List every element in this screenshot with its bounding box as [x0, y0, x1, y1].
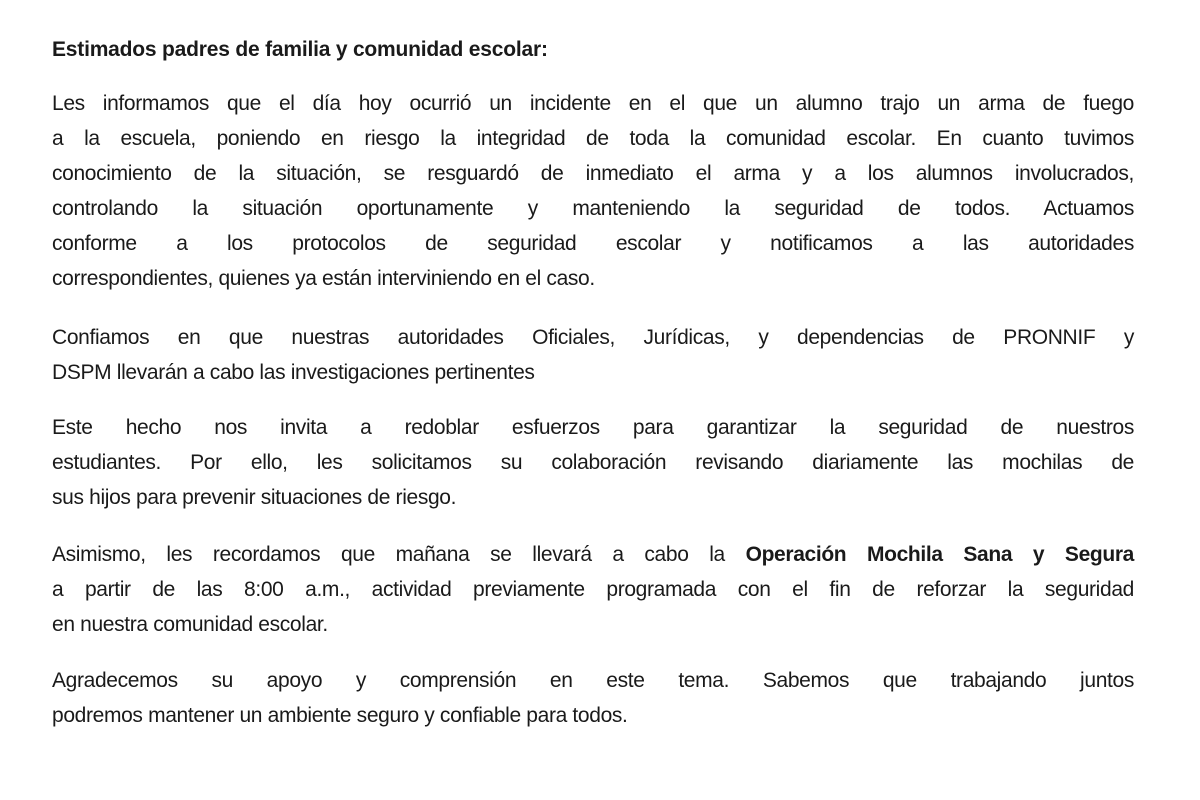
text-line: conocimiento de la situación, se resguardó de inmediato el arma y a los alumnos involucrados, [52, 162, 1134, 185]
text-line: a partir de las 8:00 a.m., actividad previamente programada con el fin de reforzar la seguridad [52, 578, 1134, 601]
text-line: en nuestra comunidad escolar. [52, 613, 328, 636]
paragraph-request [52, 410, 1134, 515]
text-line: Confiamos en que nuestras autoridades Oficiales, Jurídicas, y dependencias de PRONNIF y [52, 326, 1134, 349]
paragraph-authorities [52, 320, 1134, 390]
operation-intro: Asimismo, les recordamos que mañana se llevará a cabo la [52, 543, 746, 566]
text-line: Les informamos que el día hoy ocurrió un incidente en el que un alumno trajo un arma de fuego [52, 92, 1134, 115]
letter-greeting: Estimados padres de familia y comunidad escolar: [52, 38, 548, 61]
paragraph-closing [52, 663, 1134, 733]
text-line: Este hecho nos invita a redoblar esfuerzos para garantizar la seguridad de nuestros [52, 416, 1134, 439]
paragraph-operation [52, 537, 1134, 642]
text-line: correspondientes, quienes ya están interviniendo en el caso. [52, 267, 595, 290]
text-line: sus hijos para prevenir situaciones de riesgo. [52, 486, 457, 509]
text-line [52, 537, 1134, 572]
paragraph-incident [52, 86, 1134, 296]
text-line: podremos mantener un ambiente seguro y confiable para todos. [52, 704, 628, 727]
text-line: conforme a los protocolos de seguridad escolar y notificamos a las autoridades [52, 232, 1134, 255]
text-line: Agradecemos su apoyo y comprensión en este tema. Sabemos que trabajando juntos [52, 669, 1134, 692]
text-line: a la escuela, poniendo en riesgo la integridad de toda la comunidad escolar. En cuanto tuvimos [52, 127, 1134, 150]
operation-name: Operación Mochila Sana y Segura [745, 543, 1135, 566]
text-line: estudiantes. Por ello, les solicitamos su colaboración revisando diariamente las mochilas de [52, 451, 1134, 474]
text-line: controlando la situación oportunamente y manteniendo la seguridad de todos. Actuamos [52, 197, 1134, 220]
text-line: DSPM llevarán a cabo las investigaciones pertinentes [52, 361, 535, 384]
